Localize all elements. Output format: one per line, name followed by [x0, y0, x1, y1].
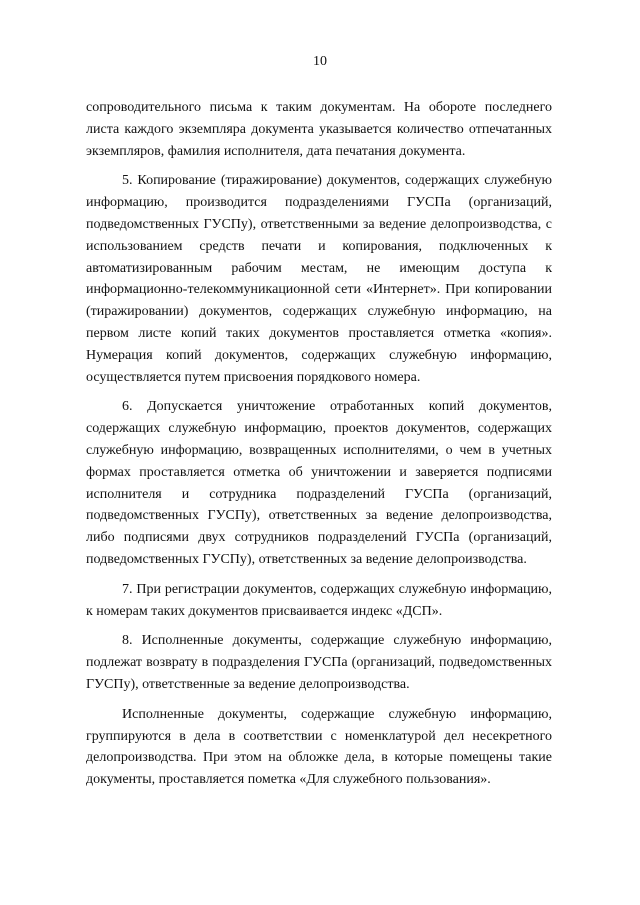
- paragraph-continuation: сопроводительного письма к таким документам. На обороте последнего листа каждого экземпляра документа указывается количество отпечатанных экземпляров, фамилия исполнителя, дата печатания документа.: [86, 100, 552, 159]
- page-number: 10: [313, 54, 327, 69]
- document-body: [86, 97, 552, 799]
- paragraph-item-6: 6. Допускается уничтожение отработанных копий документов, содержащих служебную информацию, проектов документов, содержащих служебную информацию, возвращенных исполнителями, о чем в учетных формах проставляется отметка об уничтожении и заверяется подписями исполнителя и сотрудника подразделений ГУСПа (организаций, подведомственных ГУСПу), ответственных за ведение делопроизводства, либо подписями двух сотрудников подразделений ГУСПа (организаций, подведомственных ГУСПу), ответственных за ведение делопроизводства.: [86, 399, 552, 567]
- paragraph-item-8: 8. Исполненные документы, содержащие служебную информацию, подлежат возврату в подразделения ГУСПа (организаций, подведомственных ГУСПу), ответственные за ведение делопроизводства.: [86, 633, 552, 692]
- paragraph-item-7: 7. При регистрации документов, содержащих служебную информацию, к номерам таких документов присваивается индекс «ДСП».: [86, 581, 552, 619]
- paragraph-closing: Исполненные документы, содержащие служебную информацию, группируются в дела в соответствии с номенклатурой дел несекретного делопроизводства. При этом на обложке дела, в которые помещены такие документы, проставляется пометка «Для служебного пользования».: [86, 706, 552, 788]
- paragraph-item-5: 5. Копирование (тиражирование) документов, содержащих служебную информацию, производится подразделениями ГУСПа (организаций, подведомственных ГУСПу), ответственными за ведение делопроизводства, с использованием средств печати и копирования, подключенных к автоматизированным рабочим местам, не имеющим доступа к информационно-телекоммуникационной сети «Интернет». При копировании (тиражировании) документов, содержащих служебную информацию, на первом листе копий таких документов проставляется отметка «копия». Нумерация копий документов, содержащих служебную информацию, осуществляется путем присвоения порядкового номера.: [86, 173, 552, 385]
